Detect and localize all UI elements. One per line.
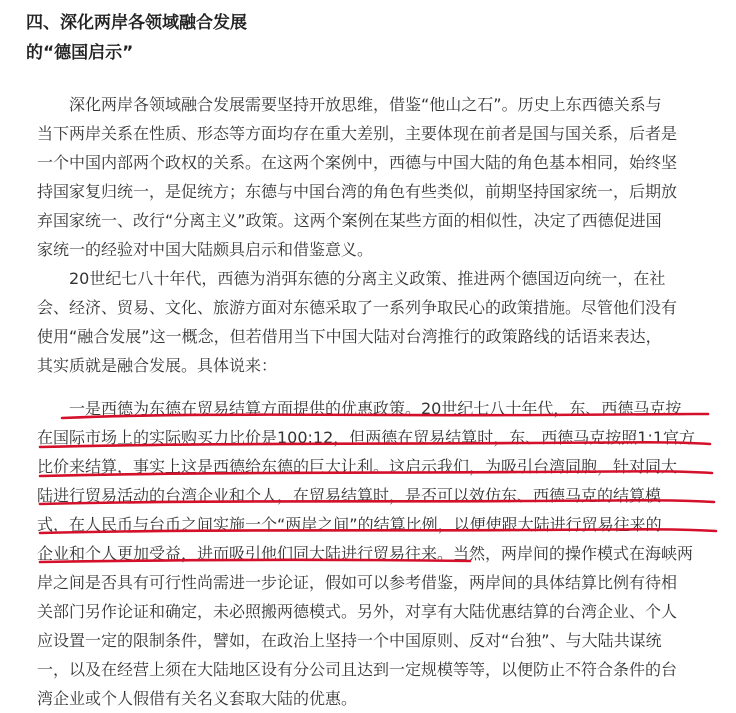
paragraph-3 xyxy=(37,394,727,713)
paragraph-line: 其实质就是融合发展。具体说来： xyxy=(37,356,278,375)
section-heading-line-2: 的“德国启示” xyxy=(26,43,134,63)
paragraph-line: 当下两岸关系在性质、形态等方面均存在重大差别，主要体现在前者是国与国关系，后者是 xyxy=(37,124,678,143)
paragraph-line: 持国家复归统一，是促统方；东德与中国台湾的角色有些类似，前期坚持国家统一，后期放 xyxy=(37,182,678,201)
paragraph-line: 深化两岸各领域融合发展需要坚持开放思维，借鉴“他山之石”。历史上东西德关系与 xyxy=(37,95,662,114)
paragraph-line: 在国际市场上的实际购买力比价是100:12，但两德在贸易结算时，东、西德马克按照1:1官方 xyxy=(37,428,696,447)
paragraph-line: 企业和个人更加受益，进而吸引他们同大陆进行贸易往来。当然，两岸间的操作模式在海峡两 xyxy=(37,544,694,563)
paragraph-1 xyxy=(37,90,727,264)
paragraph-line: 会、经济、贸易、文化、旅游方面对东德采取了一系列争取民心的政策措施。尽管他们没有 xyxy=(37,298,678,317)
paragraph-line: 家统一的经验对中国大陆颇具启示和借鉴意义。 xyxy=(37,240,374,259)
paragraph-line: 岸之间是否具有可行性尚需进一步论证，假如可以参考借鉴，两岸间的具体结算比例有待相 xyxy=(37,573,678,592)
paragraph-line: 20世纪七八十年代，西德为消弭东德的分离主义政策、推进两个德国迈向统一，在社 xyxy=(37,269,666,288)
paragraph-line: 应设置一定的限制条件，譬如，在政治上坚持一个中国原则、反对“台独”、与大陆共谋统 xyxy=(37,631,662,650)
paragraph-line: 湾企业或个人假借有关名义套取大陆的优惠。 xyxy=(37,689,358,708)
paragraph-line: 一是西德为东德在贸易结算方面提供的优惠政策。20世纪七八十年代，东、西德马克按 xyxy=(37,399,682,418)
paragraph-line: 使用“融合发展”这一概念，但若借用当下中国大陆对台湾推行的政策路线的话语来表达， xyxy=(37,327,662,346)
paragraph-line: 一个中国内部两个政权的关系。在这两个案例中，西德与中国大陆的角色基本相同，始终坚 xyxy=(37,153,678,172)
paragraph-line: 陆进行贸易活动的台湾企业和个人，在贸易结算时，是否可以效仿东、西德马克的结算模 xyxy=(37,486,662,505)
paragraph-line: 弃国家统一、改行“分离主义”政策。这两个案例在某些方面的相似性，决定了西德促进国 xyxy=(37,211,662,230)
paragraph-line: 关部门另作论证和确定，未必照搬两德模式。另外，对享有大陆优惠结算的台湾企业、个人 xyxy=(37,602,678,621)
paragraph-line: 式，在人民币与台币之间实施一个“两岸之间”的结算比例，以便使跟大陆进行贸易往来的 xyxy=(37,515,662,534)
paragraph-2 xyxy=(37,264,727,380)
section-heading-line-1: 四、深化两岸各领域融合发展 xyxy=(26,13,247,33)
paragraph-line: 比价来结算，事实上这是西德给东德的巨大让利。这启示我们，为吸引台湾同胞，针对同大 xyxy=(37,457,678,476)
paragraph-line: 一，以及在经营上须在大陆地区设有分公司且达到一定规模等等，以便防止不符合条件的台 xyxy=(37,660,678,679)
